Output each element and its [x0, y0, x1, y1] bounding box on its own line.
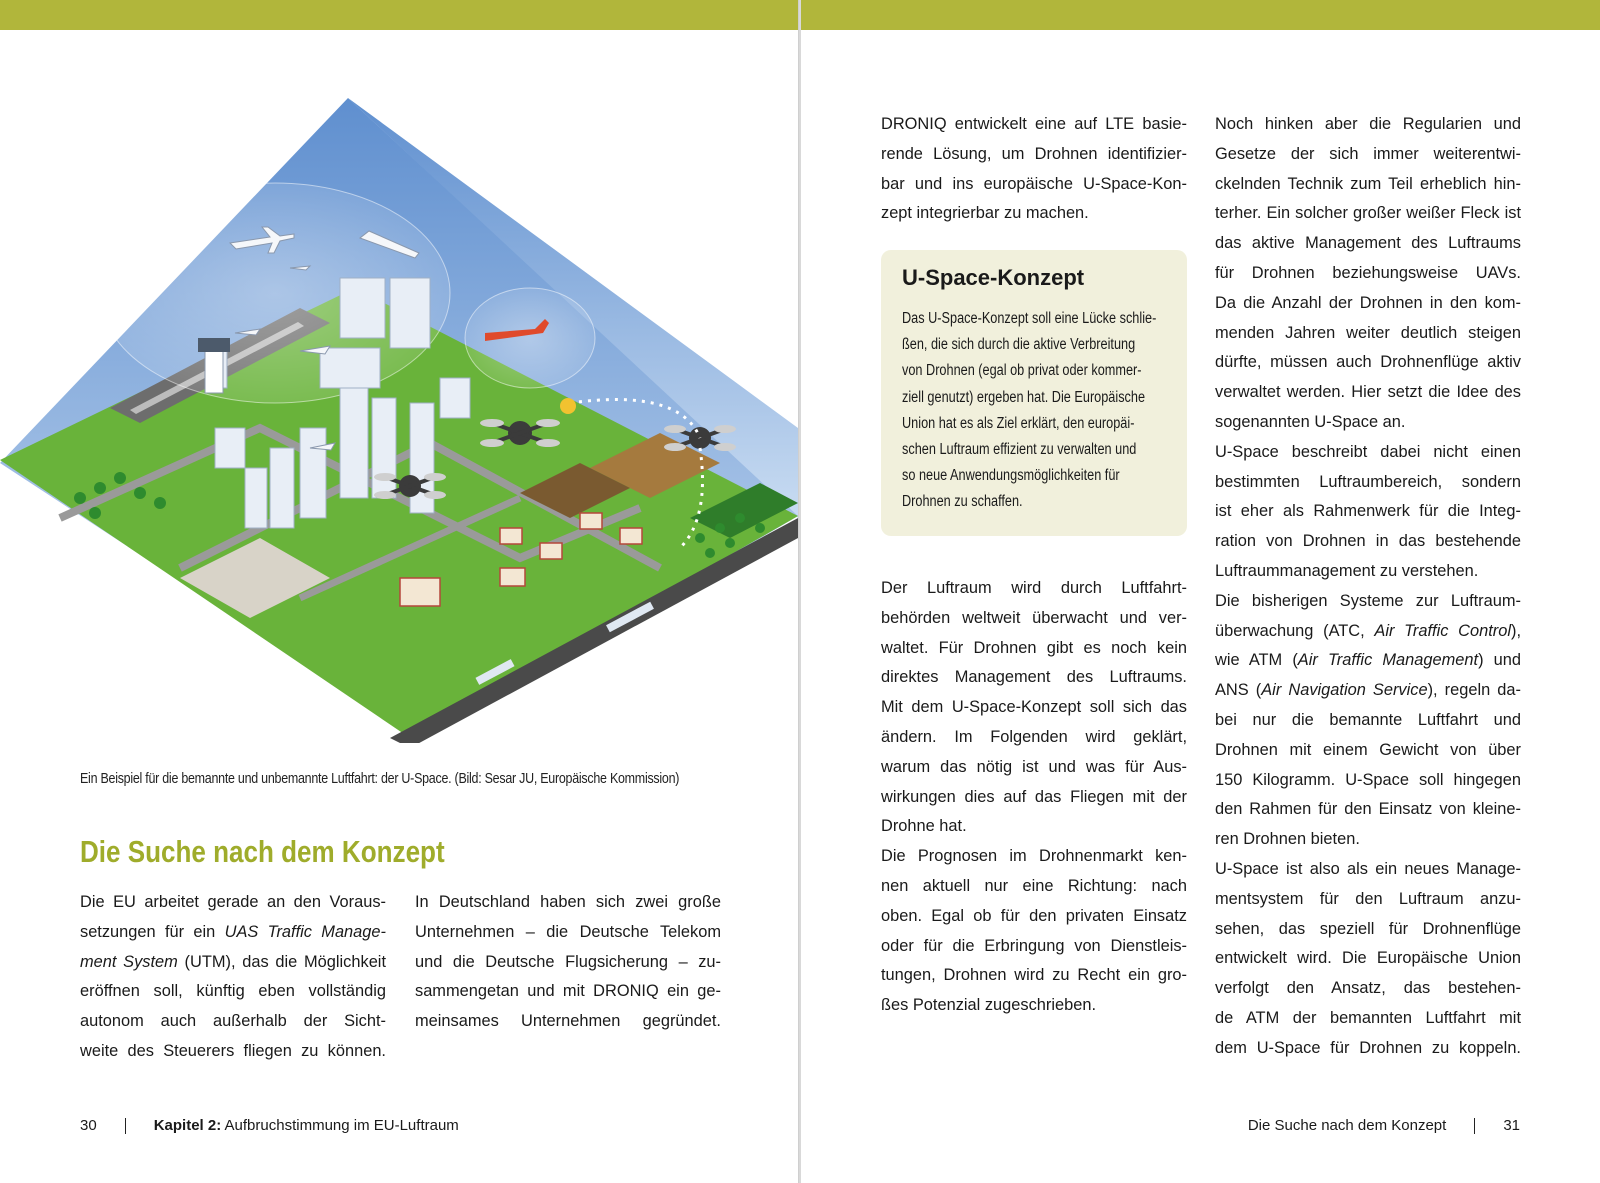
text-line: ist eher als Rahmenwerk für die Integ-	[1215, 502, 1521, 521]
text-line: Union hat es als Ziel erklärt, den europäi-	[902, 414, 1135, 432]
left-column-2	[415, 888, 721, 1037]
page-top-bar	[801, 0, 1600, 30]
footer-divider	[125, 1118, 126, 1134]
text-line: Unternehmen – die Deutsche Telekom	[415, 922, 721, 941]
page-top-bar	[0, 0, 798, 30]
text-line: dem U-Space für Drohnen zu koppeln.	[1215, 1038, 1521, 1057]
text-line: de ATM der bemannten Luftfahrt mit	[1215, 1008, 1521, 1027]
text-line: das aktive Management des Luftraums	[1215, 234, 1521, 253]
info-box	[881, 250, 1187, 536]
footer-left	[80, 1117, 459, 1134]
chapter-label: Kapitel 2:	[153, 1117, 222, 1134]
right-page	[801, 0, 1600, 1183]
text-line: sammengetan und mit DRONIQ ein ge-	[415, 982, 721, 1001]
section-title: Die Suche nach dem Konzept	[1247, 1117, 1447, 1134]
text-span: wie ATM (	[1215, 651, 1298, 670]
text-line: In Deutschland haben sich zwei große	[415, 893, 721, 911]
text-line	[1215, 617, 1521, 647]
italic-term: Air Traffic Control	[1374, 621, 1511, 640]
figure-caption: Ein Beispiel für die bemannte und unbemannte Luftfahrt: der U-Space. (Bild: Sesar JU, Europäische Kommission)	[80, 771, 680, 787]
text-line: nen aktuell nur eine Richtung: nach	[881, 876, 1187, 895]
text-line: verwaltet werden. Hier setzt die Idee des	[1215, 383, 1521, 402]
text-line: mentsystem für den Luftraum anzu-	[1215, 889, 1521, 908]
italic-term: Air Navigation Service	[1261, 681, 1428, 700]
text-line: Die Prognosen im Drohnenmarkt ken-	[881, 847, 1187, 866]
text-line: Die bisherigen Systeme zur Luftraum-	[1215, 591, 1521, 610]
text-line: ziell genutzt) ergeben hat. Die Europäische	[902, 388, 1146, 406]
info-box-text	[902, 306, 1177, 516]
text-line	[1215, 646, 1521, 676]
page-number: 30	[80, 1117, 97, 1134]
text-line: tungen, Drohnen wird zu Recht ein gro-	[881, 966, 1187, 985]
text-line: den Rahmen für den Einsatz von kleine-	[1215, 800, 1521, 819]
italic-term: UAS Traffic Manage-	[224, 922, 386, 941]
text-line: ren Drohnen bieten.	[1215, 830, 1360, 849]
text-line: Luftraummanagement zu verstehen.	[1215, 561, 1479, 580]
text-line: waltet. Für Drohnen gibt es noch kein	[881, 638, 1187, 657]
text-line	[80, 948, 386, 978]
text-line: zept integrierbar zu machen.	[881, 204, 1089, 223]
text-line: behörden weltweit überwacht und ver-	[881, 608, 1187, 627]
text-line: Noch hinken aber die Regularien und	[1215, 115, 1521, 133]
text-line: Gesetze der sich immer weiterentwi-	[1215, 144, 1521, 163]
text-line: meinsames Unternehmen gegründet.	[415, 1012, 721, 1031]
footer-divider	[1474, 1118, 1475, 1134]
text-line: oder für die Erbringung von Dienstleis-	[881, 936, 1187, 955]
text-span: ) und	[1478, 651, 1522, 670]
info-box-title: U-Space-Konzept	[902, 265, 1085, 290]
text-line: ckelnden Technik zum Teil erheblich hin-	[1215, 174, 1521, 193]
left-column-1	[80, 888, 386, 1067]
footer-right	[1248, 1117, 1520, 1134]
text-line: von Drohnen (egal ob privat oder kommer-	[902, 362, 1142, 380]
text-line: U-Space beschreibt dabei nicht einen	[1215, 442, 1521, 461]
text-line: 150 Kilogramm. U-Space soll hingegen	[1215, 770, 1521, 789]
text-line: Drohnen zu schaffen.	[902, 493, 1023, 511]
text-line: eröffnen soll, künftig eben vollständig	[80, 982, 386, 1001]
text-span: überwachung (ATC,	[1215, 621, 1375, 640]
text-line: und die Deutsche Flugsicherung – zu-	[415, 952, 721, 971]
text-line: ration von Drohnen in das bestehende	[1215, 532, 1521, 551]
text-span: (UTM), das die Möglichkeit	[177, 952, 387, 971]
text-line: Da die Anzahl der Drohnen in den kom-	[1215, 293, 1521, 312]
text-line	[80, 918, 386, 948]
text-line: oben. Egal ob für den privaten Einsatz	[881, 906, 1187, 925]
right-column-2	[1215, 110, 1521, 1064]
text-span: ANS (	[1215, 681, 1262, 700]
text-line: Drohne hat.	[881, 817, 967, 836]
text-line: DRONIQ entwickelt eine auf LTE basie-	[881, 115, 1187, 133]
text-line: entwickelt wird. Die Europäische Union	[1215, 949, 1521, 968]
text-span: ),	[1510, 621, 1521, 640]
page-number: 31	[1503, 1117, 1520, 1134]
text-line: wirkungen dies auf das Fliegen mit der	[881, 787, 1187, 806]
text-line: Der Luftraum wird durch Luftfahrt-	[881, 579, 1187, 597]
text-line: sehen, das speziell für Drohnenflüge	[1215, 919, 1521, 938]
right-column-1-top	[881, 110, 1187, 229]
italic-term: ment System	[80, 952, 178, 971]
text-line: Mit dem U-Space-Konzept soll sich das	[881, 698, 1187, 717]
text-line: bar und ins europäische U-Space-Kon-	[881, 174, 1187, 193]
text-line: Drohnen mit einem Gewicht von über	[1215, 740, 1521, 759]
text-span: ), regeln da-	[1427, 681, 1521, 700]
text-line: so neue Anwendungsmöglichkeiten für	[902, 467, 1120, 485]
text-line: rende Lösung, um Drohnen identifizier-	[881, 144, 1187, 163]
text-line	[1215, 676, 1521, 706]
chapter-title: Aufbruchstimmung im EU-Luftraum	[221, 1117, 459, 1134]
text-line: schen Luftraum effizient zu verwalten und	[902, 441, 1137, 459]
text-line: verfolgt den Ansatz, das bestehen-	[1215, 979, 1521, 998]
text-line: terher. Ein solcher großer weißer Fleck ist	[1215, 204, 1521, 223]
text-line: Das U-Space-Konzept soll eine Lücke schlie-	[902, 310, 1157, 327]
right-column-1-bottom	[881, 574, 1187, 1021]
italic-term: Air Traffic Management	[1297, 651, 1479, 670]
left-page	[0, 0, 799, 1183]
text-line: autonom auch außerhalb der Sicht-	[80, 1012, 386, 1031]
text-line: warum das nötig ist und was für Aus-	[881, 757, 1187, 776]
text-line: weite des Steuerers fliegen zu können.	[80, 1041, 386, 1060]
text-line: für Drohnen beziehungsweise UAVs.	[1215, 263, 1521, 282]
section-heading: Die Suche nach dem Konzept	[80, 834, 445, 869]
text-line: ändern. Im Folgenden wird geklärt,	[881, 727, 1187, 746]
text-line: direktes Management des Luftraums.	[881, 668, 1187, 687]
text-line: ßes Potenzial zugeschrieben.	[881, 996, 1097, 1015]
text-line: U-Space ist also als ein neues Manage-	[1215, 859, 1521, 878]
text-line: menden Jahren weiter deutlich steigen	[1215, 323, 1521, 342]
text-line: sogenannten U-Space an.	[1215, 412, 1406, 431]
text-span: setzungen für ein	[80, 922, 225, 941]
text-line: bestimmten Luftraumbereich, sondern	[1215, 472, 1521, 491]
text-line: Die EU arbeitet gerade an den Voraus-	[80, 893, 386, 911]
text-line: dürfte, müssen auch Drohnenflüge aktiv	[1215, 353, 1521, 372]
text-line: bei nur die bemannte Luftfahrt und	[1215, 710, 1521, 729]
u-space-illustration	[0, 98, 798, 743]
text-line: ßen, die sich durch die aktive Verbreitung	[902, 336, 1136, 354]
